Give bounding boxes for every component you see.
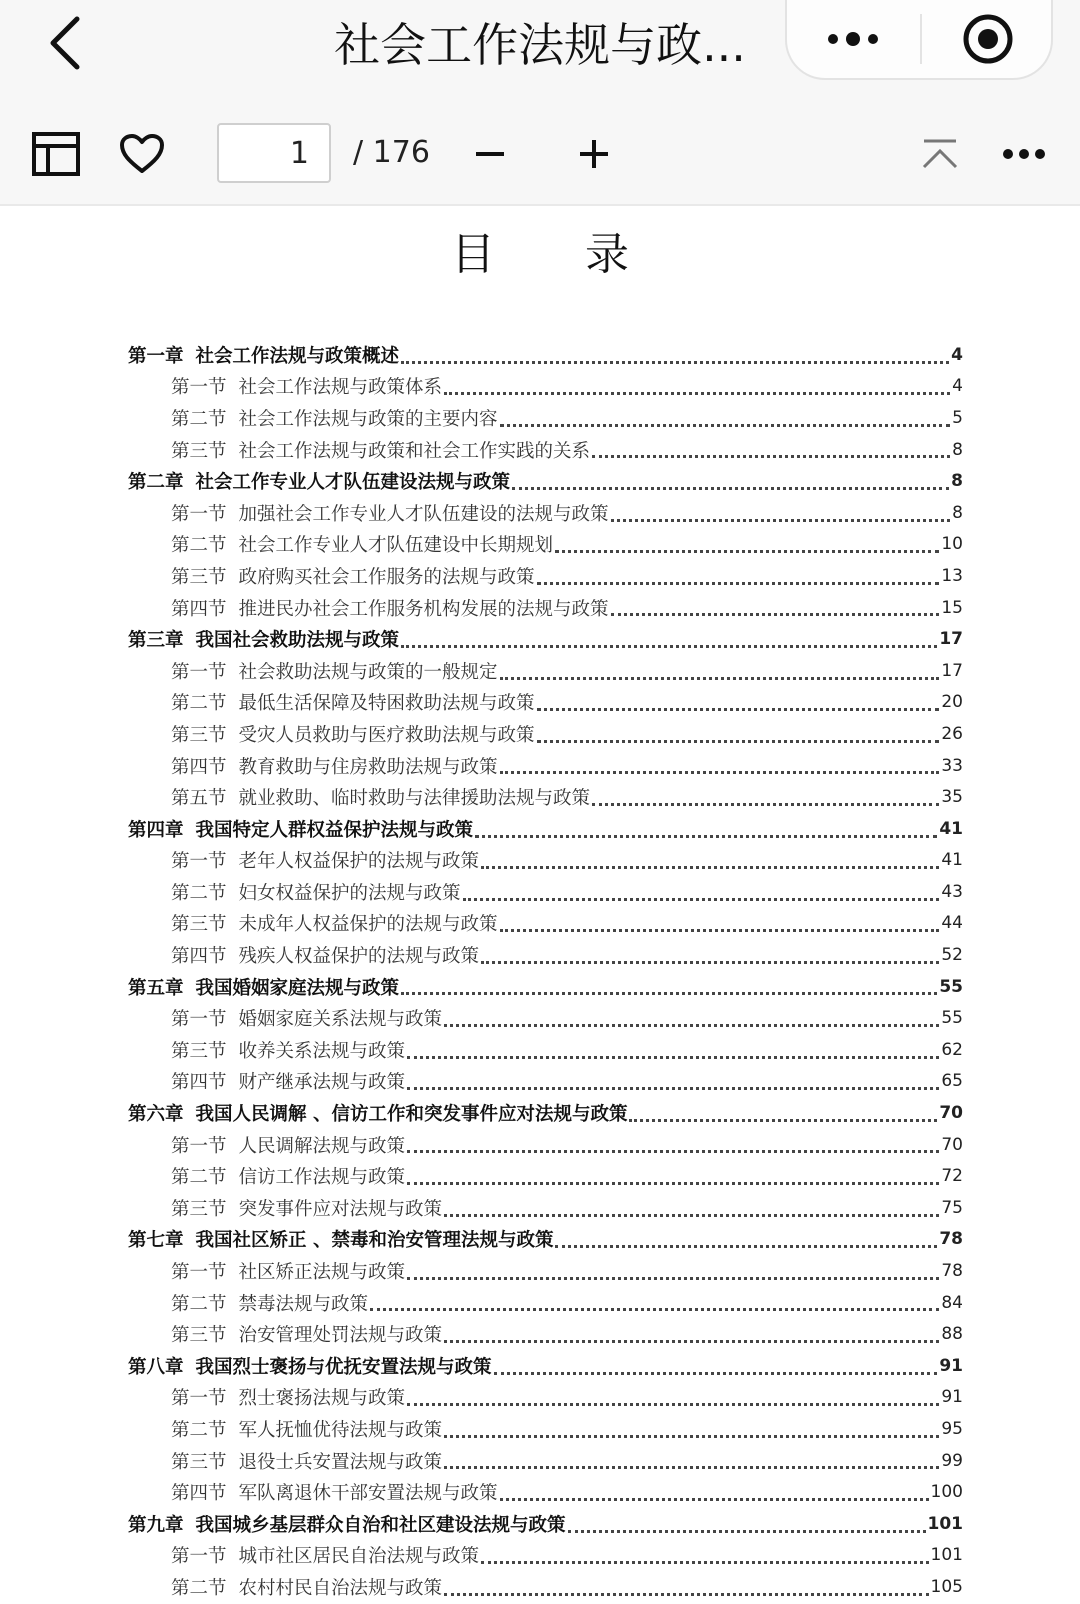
- toc-dot-leader: [555, 550, 939, 553]
- toc-dot-leader: [629, 1119, 937, 1122]
- toc-entry-number: 第二节: [171, 1419, 227, 1441]
- toc-dot-leader: [407, 1150, 939, 1153]
- toc-dot-leader: [537, 708, 940, 711]
- toc-dot-leader: [407, 1403, 939, 1406]
- toc-entry-title: 退役士兵安置法规与政策: [238, 1451, 443, 1473]
- toc-entry-page: 91: [939, 1355, 963, 1376]
- toc-entry-title: 我国社会救助法规与政策: [195, 630, 400, 652]
- toc-entry-title: 军人抚恤优待法规与政策: [238, 1419, 443, 1441]
- toc-entry-number: 第二节: [171, 1167, 227, 1189]
- toc-section-row[interactable]: [128, 1002, 963, 1034]
- toc-section-row[interactable]: [128, 1160, 963, 1192]
- toc-entry-page: 101: [927, 1513, 963, 1534]
- capsule-divider: [920, 14, 922, 64]
- toc-entry-page: 84: [941, 1292, 963, 1313]
- toc-entry-number: 第二节: [171, 408, 227, 430]
- toc-dot-leader: [611, 519, 951, 522]
- toc-entry-number: 第三节: [171, 1198, 227, 1220]
- toc-entry-page: 8: [951, 471, 963, 492]
- toc-section-row[interactable]: [128, 371, 963, 403]
- app-title: 社会工作法规与政...: [334, 18, 746, 72]
- document-page[interactable]: [0, 206, 1080, 1604]
- toc-entry-number: 第三节: [171, 724, 227, 746]
- toc-entry-page: 17: [941, 660, 963, 681]
- toc-entry-page: 91: [941, 1387, 963, 1408]
- toc-dot-leader: [444, 1340, 939, 1343]
- title-bar: [0, 0, 1080, 92]
- toc-section-row[interactable]: [128, 1129, 963, 1161]
- toc-entry-title: 社会救助法规与政策的一般规定: [238, 661, 498, 683]
- toc-entry-number: 第三节: [171, 440, 227, 462]
- toc-entry-number: 第四节: [171, 1483, 227, 1505]
- toc-section-row[interactable]: [128, 1540, 963, 1572]
- toc-entry-number: 第一节: [171, 1262, 227, 1284]
- toc-section-row[interactable]: [128, 1571, 963, 1603]
- toc-section-row[interactable]: [128, 655, 963, 687]
- toc-entry-number: 第一节: [171, 661, 227, 683]
- toc-section-row[interactable]: [128, 1413, 963, 1445]
- toc-entry-page: 4: [951, 344, 963, 365]
- toc-entry-title: 残疾人权益保护的法规与政策: [238, 946, 480, 968]
- toc-dot-leader: [494, 1372, 938, 1375]
- close-button[interactable]: [923, 0, 1053, 78]
- toc-section-row[interactable]: [128, 560, 963, 592]
- toc-section-row[interactable]: [128, 529, 963, 561]
- toc-dot-leader: [500, 771, 940, 774]
- toc-entry-page: 99: [941, 1450, 963, 1471]
- toc-entry-number: 第一节: [171, 503, 227, 525]
- toc-dot-leader: [555, 1245, 937, 1248]
- toc-entry-number: 第三节: [171, 1325, 227, 1347]
- toc-section-row[interactable]: [128, 1034, 963, 1066]
- toc-heading: 目 录: [451, 229, 667, 280]
- toc-dot-leader: [500, 424, 951, 427]
- toc-entry-number: 第三节: [171, 1451, 227, 1473]
- more-options-button[interactable]: [996, 126, 1052, 182]
- toc-entry-number: 第二章: [128, 472, 184, 494]
- toc-entry-number: 第三节: [171, 1040, 227, 1062]
- toc-entry-title: 社会工作法规与政策和社会工作实践的关系: [238, 440, 591, 462]
- toc-dot-leader: [500, 929, 940, 932]
- toc-entry-title: 我国城乡基层群众自治和社区建设法规与政策: [195, 1514, 566, 1536]
- toc-chapter-row[interactable]: [128, 339, 963, 371]
- toc-entry-page: 62: [941, 1039, 963, 1060]
- toc-dot-leader: [512, 487, 949, 490]
- chevron-left-icon: [45, 15, 85, 71]
- mini-program-capsule: [785, 0, 1053, 80]
- toc-entry-title: 婚姻家庭关系法规与政策: [238, 1009, 443, 1031]
- target-close-icon: [962, 13, 1014, 65]
- toc-dot-leader: [500, 1498, 929, 1501]
- toc-entry-page: 65: [941, 1071, 963, 1092]
- toc-entry-title: 社会工作专业人才队伍建设法规与政策: [195, 472, 511, 494]
- toc-dot-leader: [592, 803, 939, 806]
- toc-entry-title: 城市社区居民自治法规与政策: [238, 1546, 480, 1568]
- toc-entry-title: 信访工作法规与政策: [238, 1167, 406, 1189]
- toc-entry-number: 第四节: [171, 946, 227, 968]
- toc-section-row[interactable]: [128, 718, 963, 750]
- toc-section-row[interactable]: [128, 908, 963, 940]
- toc-entry-page: 8: [952, 439, 963, 460]
- toc-entry-title: 我国人民调解 、信访工作和突发事件应对法规与政策: [195, 1104, 628, 1126]
- toc-dot-leader: [537, 740, 940, 743]
- toc-entry-title: 军队离退休干部安置法规与政策: [238, 1483, 498, 1505]
- toc-section-row[interactable]: [128, 939, 963, 971]
- toc-entry-title: 教育救助与住房救助法规与政策: [238, 756, 498, 778]
- toc-entry-title: 收养关系法规与政策: [238, 1040, 406, 1062]
- toc-entry-number: 第九章: [128, 1514, 184, 1536]
- toc-entry-title: 最低生活保障及特困救助法规与政策: [238, 693, 535, 715]
- toc-dot-leader: [537, 582, 940, 585]
- toc-entry-number: 第二节: [171, 535, 227, 557]
- toc-section-row[interactable]: [128, 497, 963, 529]
- toc-entry-title: 社会工作专业人才队伍建设中长期规划: [238, 535, 554, 557]
- back-to-top-icon: [920, 137, 960, 171]
- toc-entry-page: 41: [939, 818, 963, 839]
- toc-entry-title: 政府购买社会工作服务的法规与政策: [238, 566, 535, 588]
- heart-icon: [119, 133, 165, 175]
- toc-dot-leader: [444, 1435, 939, 1438]
- toc-dot-leader: [481, 866, 939, 869]
- toc-entry-title: 烈士褒扬法规与政策: [238, 1388, 406, 1410]
- toc-entry-page: 55: [939, 976, 963, 997]
- toc-entry-title: 妇女权益保护的法规与政策: [238, 882, 461, 904]
- toc-entry-page: 105: [930, 1576, 963, 1597]
- toc-entry-page: 43: [941, 881, 963, 902]
- plus-icon: [577, 137, 611, 171]
- toc-entry-title: 老年人权益保护的法规与政策: [238, 851, 480, 873]
- toc-dot-leader: [401, 645, 937, 648]
- toc-section-row[interactable]: [128, 750, 963, 782]
- toc-dot-leader: [407, 1087, 939, 1090]
- toc-section-row[interactable]: [128, 1476, 963, 1508]
- toc-dot-leader: [500, 677, 940, 680]
- toc-entry-page: 95: [941, 1418, 963, 1439]
- toc-entry-number: 第四章: [128, 819, 184, 841]
- toc-entry-page: 17: [939, 629, 963, 650]
- toc-entry-number: 第七章: [128, 1230, 184, 1252]
- toc-entry-number: 第二节: [171, 882, 227, 904]
- toc-entry-title: 加强社会工作专业人才队伍建设的法规与政策: [238, 503, 609, 525]
- page-total: / 176: [353, 135, 430, 170]
- toc-entry-number: 第三章: [128, 630, 184, 652]
- toc-dot-leader: [401, 361, 949, 364]
- toc-dot-leader: [370, 1308, 939, 1311]
- minus-icon: [473, 137, 507, 171]
- toc-entry-page: 75: [941, 1197, 963, 1218]
- toc-dot-leader: [407, 1056, 939, 1059]
- toc-entry-title: 突发事件应对法规与政策: [238, 1198, 443, 1220]
- toc-entry-title: 人民调解法规与政策: [238, 1135, 406, 1157]
- toc-entry-number: 第五节: [171, 788, 227, 810]
- toc-section-row[interactable]: [128, 1255, 963, 1287]
- toc-dot-leader: [444, 392, 950, 395]
- toc-entry-page: 78: [941, 1261, 963, 1282]
- toc-entry-title: 未成年人权益保护的法规与政策: [238, 914, 498, 936]
- back-button[interactable]: [30, 8, 100, 78]
- toc-entry-number: 第三节: [171, 914, 227, 936]
- table-of-contents: [128, 339, 963, 1603]
- toc-entry-page: 8: [952, 502, 963, 523]
- toc-entry-title: 我国烈士褒扬与优抚安置法规与政策: [195, 1356, 492, 1378]
- toc-entry-title: 农村村民自治法规与政策: [238, 1577, 443, 1599]
- toc-entry-number: 第八章: [128, 1356, 184, 1378]
- more-button[interactable]: [787, 0, 919, 78]
- reader-toolbar: [0, 92, 1080, 206]
- toc-entry-title: 我国特定人群权益保护法规与政策: [195, 819, 474, 841]
- toc-entry-title: 禁毒法规与政策: [238, 1293, 369, 1315]
- toc-chapter-row[interactable]: [128, 623, 963, 655]
- layout-button[interactable]: [28, 126, 84, 182]
- toc-section-row[interactable]: [128, 845, 963, 877]
- toc-entry-title: 受灾人员救助与医疗救助法规与政策: [238, 724, 535, 746]
- toc-entry-page: 41: [941, 850, 963, 871]
- toc-entry-number: 第一节: [171, 1009, 227, 1031]
- toc-entry-page: 10: [941, 534, 963, 555]
- toc-entry-title: 财产继承法规与政策: [238, 1072, 406, 1094]
- toc-section-row[interactable]: [128, 1318, 963, 1350]
- toc-chapter-row[interactable]: [128, 1097, 963, 1129]
- layout-icon: [31, 131, 81, 177]
- toc-entry-number: 第一章: [128, 345, 184, 367]
- toc-entry-number: 第二节: [171, 1577, 227, 1599]
- toc-chapter-row[interactable]: [128, 1508, 963, 1540]
- toc-entry-page: 4: [952, 376, 963, 397]
- zoom-out-button[interactable]: [462, 126, 518, 182]
- toc-entry-number: 第一节: [171, 1135, 227, 1157]
- toc-entry-page: 13: [941, 565, 963, 586]
- toc-section-row[interactable]: [128, 1382, 963, 1414]
- toc-section-row[interactable]: [128, 1192, 963, 1224]
- toc-entry-page: 78: [939, 1229, 963, 1250]
- page-number-input[interactable]: [217, 123, 331, 183]
- toc-dot-leader: [444, 1214, 939, 1217]
- toc-entry-title: 社会工作法规与政策体系: [238, 377, 443, 399]
- toc-entry-number: 第一节: [171, 851, 227, 873]
- toc-entry-title: 我国婚姻家庭法规与政策: [195, 977, 400, 999]
- toc-section-row[interactable]: [128, 781, 963, 813]
- toc-entry-title: 社会工作法规与政策概述: [195, 345, 400, 367]
- toc-entry-number: 第一节: [171, 1546, 227, 1568]
- toc-entry-title: 就业救助、临时救助与法律援助法规与政策: [238, 788, 591, 810]
- toc-entry-page: 101: [930, 1545, 963, 1566]
- toc-dot-leader: [444, 1024, 939, 1027]
- toc-entry-page: 70: [941, 1134, 963, 1155]
- toc-entry-page: 52: [941, 945, 963, 966]
- toc-chapter-row[interactable]: [128, 465, 963, 497]
- toc-section-row[interactable]: [128, 402, 963, 434]
- toc-section-row[interactable]: [128, 1445, 963, 1477]
- toc-entry-page: 88: [941, 1324, 963, 1345]
- toc-entry-page: 55: [941, 1008, 963, 1029]
- toc-section-row[interactable]: [128, 876, 963, 908]
- more-horizontal-icon: [1002, 148, 1046, 160]
- more-dots-icon: [823, 29, 883, 49]
- toc-entry-number: 第一节: [171, 1388, 227, 1410]
- toc-entry-number: 第六章: [128, 1104, 184, 1126]
- toc-chapter-row[interactable]: [128, 813, 963, 845]
- toc-chapter-row[interactable]: [128, 1224, 963, 1256]
- toc-dot-leader: [401, 992, 937, 995]
- toc-chapter-row[interactable]: [128, 971, 963, 1003]
- toc-dot-leader: [463, 898, 940, 901]
- toc-entry-number: 第二节: [171, 1293, 227, 1315]
- toc-dot-leader: [592, 455, 950, 458]
- toc-section-row[interactable]: [128, 1287, 963, 1319]
- toc-dot-leader: [407, 1277, 939, 1280]
- toc-dot-leader: [611, 613, 940, 616]
- toc-entry-page: 100: [930, 1482, 963, 1503]
- toc-section-row[interactable]: [128, 1066, 963, 1098]
- toc-entry-number: 第五章: [128, 977, 184, 999]
- toc-chapter-row[interactable]: [128, 1350, 963, 1382]
- toc-entry-page: 20: [941, 692, 963, 713]
- toc-section-row[interactable]: [128, 434, 963, 466]
- toc-entry-title: 推进民办社会工作服务机构发展的法规与政策: [238, 598, 609, 620]
- toc-entry-number: 第四节: [171, 1072, 227, 1094]
- toc-dot-leader: [475, 835, 937, 838]
- toc-entry-title: 治安管理处罚法规与政策: [238, 1325, 443, 1347]
- toc-entry-page: 26: [941, 723, 963, 744]
- toc-dot-leader: [568, 1530, 926, 1533]
- toc-dot-leader: [444, 1593, 929, 1596]
- toc-dot-leader: [481, 961, 939, 964]
- toc-entry-number: 第四节: [171, 598, 227, 620]
- toc-entry-page: 44: [941, 913, 963, 934]
- toc-entry-number: 第三节: [171, 566, 227, 588]
- toc-dot-leader: [444, 1466, 939, 1469]
- toc-entry-title: 我国社区矫正 、禁毒和治安管理法规与政策: [195, 1230, 554, 1252]
- toc-dot-leader: [481, 1561, 929, 1564]
- toc-entry-number: 第四节: [171, 756, 227, 778]
- toc-entry-page: 15: [941, 597, 963, 618]
- back-to-top-button[interactable]: [912, 126, 968, 182]
- toc-entry-title: 社会工作法规与政策的主要内容: [238, 408, 498, 430]
- favorite-button[interactable]: [114, 126, 170, 182]
- toc-entry-number: 第二节: [171, 693, 227, 715]
- toc-entry-page: 33: [941, 755, 963, 776]
- toc-entry-number: 第一节: [171, 377, 227, 399]
- toc-entry-page: 70: [939, 1103, 963, 1124]
- zoom-in-button[interactable]: [566, 126, 622, 182]
- toc-dot-leader: [407, 1182, 939, 1185]
- toc-entry-page: 5: [952, 407, 963, 428]
- toc-section-row[interactable]: [128, 592, 963, 624]
- toc-entry-title: 社区矫正法规与政策: [238, 1262, 406, 1284]
- toc-entry-page: 72: [941, 1166, 963, 1187]
- toc-entry-page: 35: [941, 787, 963, 808]
- toc-section-row[interactable]: [128, 687, 963, 719]
